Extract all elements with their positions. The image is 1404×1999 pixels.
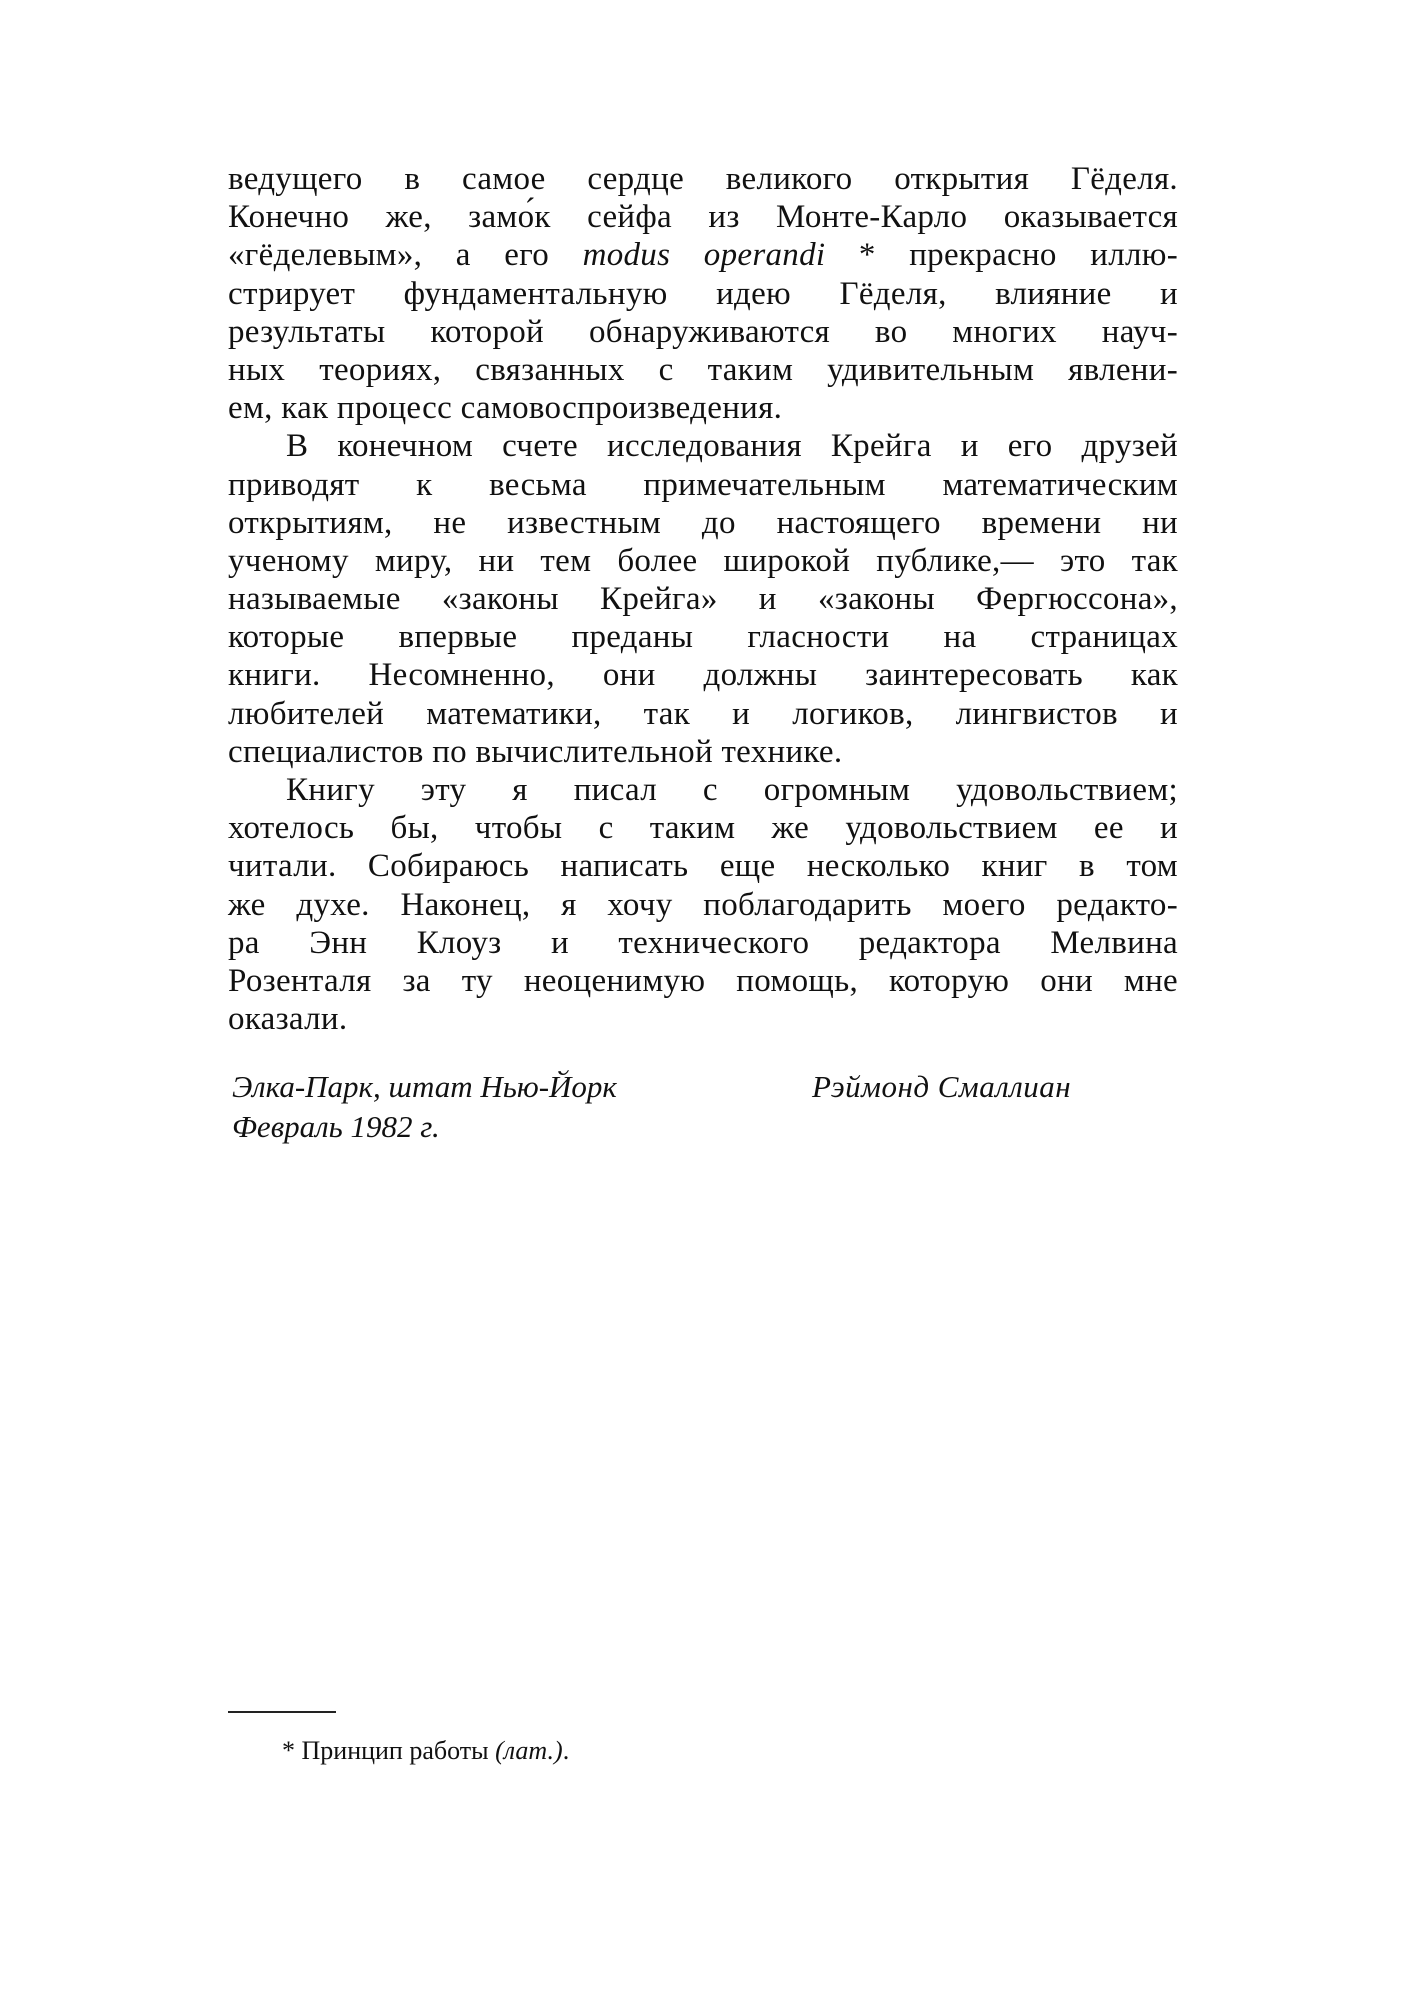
text-line xyxy=(228,236,1178,274)
text-line: специалистов по вычислительной технике. xyxy=(228,733,843,770)
text-line: Розенталя за ту неоценимую помощь, которую они мне xyxy=(228,962,1178,999)
text-line: оказали. xyxy=(228,1001,348,1038)
body-text xyxy=(228,160,1178,1038)
text-line: В конечном счете исследования Крейга и его друзей xyxy=(286,428,1178,465)
text-line: любителей математики, так и логиков, лингвистов и xyxy=(228,695,1178,732)
text-line: Конечно же, замо́к сейфа из Монте-Карло оказывается xyxy=(228,199,1178,236)
footnote-divider xyxy=(228,1711,336,1713)
footnote-marker: * xyxy=(282,1736,295,1765)
text-line: читали. Собираюсь написать еще несколько книг в том xyxy=(228,848,1178,885)
latin-phrase: modus operandi xyxy=(582,237,826,274)
text-line: же духе. Наконец, я хочу поблагодарить моего редакто- xyxy=(228,886,1178,923)
footnote-text: Принцип работы xyxy=(295,1736,496,1765)
text-line: приводят к весьма примечательным математическим xyxy=(228,466,1178,503)
text-line: которые впервые преданы гласности на страницах xyxy=(228,619,1178,656)
text-line: ведущего в самое сердце великого открытия Гёделя. xyxy=(228,161,1178,197)
text-line: открытиям, не известным до настоящего времени ни xyxy=(228,504,1178,541)
footnote-language-note: (лат.) xyxy=(495,1736,563,1765)
text-fragment: «гёделевым», а его xyxy=(228,237,583,274)
text-line: стрирует фундаментальную идею Гёделя, влияние и xyxy=(228,275,1178,312)
footnote xyxy=(282,1735,569,1767)
text-line: результаты которой обнаруживаются во многих науч- xyxy=(228,313,1178,350)
text-line: называемые «законы Крейга» и «законы Фергюссона», xyxy=(228,581,1178,618)
footnote-end: . xyxy=(562,1736,570,1765)
signature-place-date xyxy=(232,1067,617,1147)
text-line: ра Энн Клоуз и технического редактора Мелвина xyxy=(228,924,1178,961)
signature-date: Февраль 1982 г. xyxy=(232,1109,440,1144)
text-line: Книгу эту я писал с огромным удовольствием; xyxy=(286,772,1178,808)
text-line: хотелось бы, чтобы с таким же удовольствием ее и xyxy=(228,810,1178,847)
text-line: ем, как процесс самовоспроизведения. xyxy=(228,390,783,427)
text-line: ных теориях, связанных с таким удивительным явлени- xyxy=(228,351,1178,388)
signature-author: Рэймонд Смаллиан xyxy=(812,1069,1072,1104)
signature-place: Элка-Парк, штат Нью-Йорк xyxy=(232,1069,617,1104)
text-fragment: * прекрасно иллю- xyxy=(825,237,1178,274)
text-line: ученому миру, ни тем более широкой публике,— это так xyxy=(228,542,1178,579)
text-line: книги. Несомненно, они должны заинтересовать как xyxy=(228,657,1178,694)
